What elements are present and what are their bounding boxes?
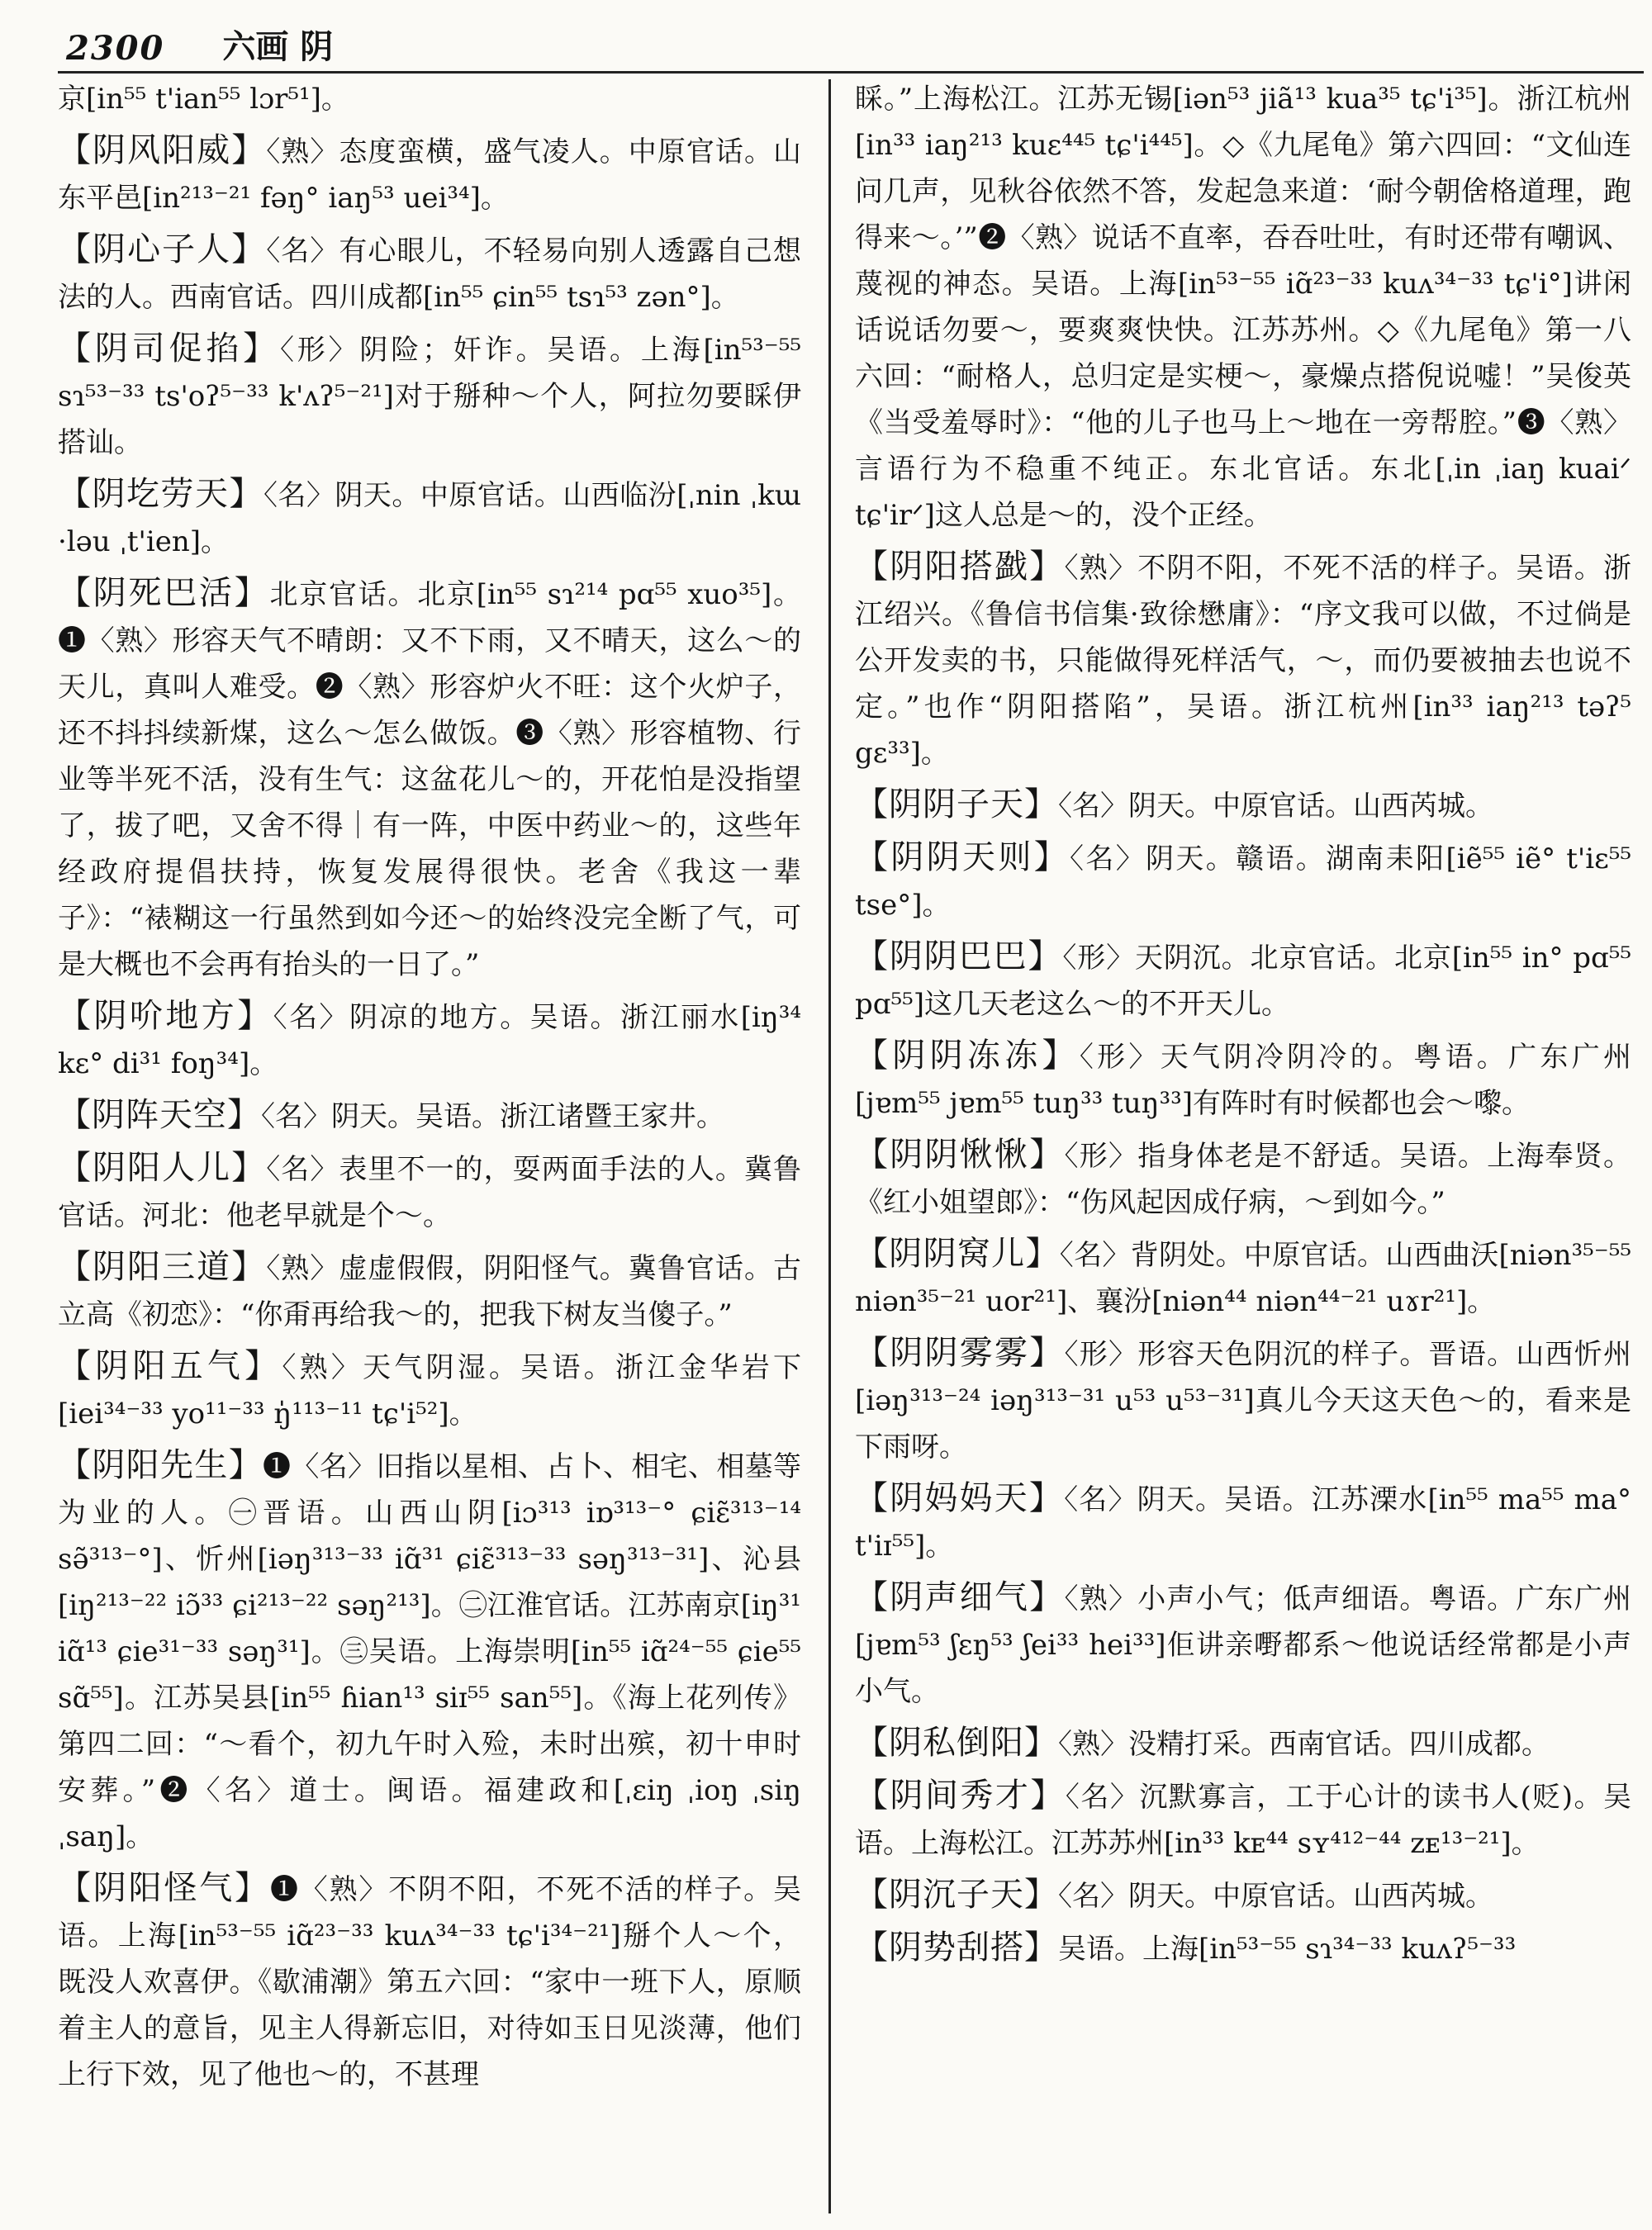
entry-headword: 【 阴妈妈天 】 bbox=[855, 1479, 1064, 1517]
dictionary-entry bbox=[855, 1872, 1631, 1919]
page-number: 2300 bbox=[66, 29, 165, 68]
entry-headword: 【 阴阴巴巴 】 bbox=[855, 937, 1062, 975]
entry-headword: 【 阴势刮搭 】 bbox=[855, 1929, 1058, 1967]
dictionary-entry bbox=[855, 1330, 1631, 1470]
dictionary-entry bbox=[58, 1865, 801, 2098]
entry-headword: 【 阴阳人儿 】 bbox=[58, 1149, 266, 1187]
entry-headword: 【 阴阴子天 】 bbox=[855, 785, 1058, 823]
entry-definition: 〈名〉阴凉的地方。吴语。浙江丽水[iŋ³⁴ kɛ° di³¹ foŋ³⁴]。 bbox=[58, 1001, 801, 1080]
dictionary-entry bbox=[855, 933, 1631, 1027]
entry-definition: 〈名〉阴天。中原官话。山西临汾[ˌnin ˌkɯ ·ləu ˌt'ien]。 bbox=[58, 479, 801, 558]
entry-headword: 【 阴阴天则 】 bbox=[855, 838, 1070, 876]
dictionary-entry bbox=[855, 1772, 1631, 1867]
page-header bbox=[66, 15, 1635, 68]
entry-headword: 【 阴沉子天 】 bbox=[855, 1876, 1058, 1914]
entry-headword: 【 阴阳先生 】 bbox=[58, 1446, 263, 1484]
left-column bbox=[58, 76, 801, 2222]
entry-definition: 〈熟〉小声小气；低声细语。粤语。广东广州[jɐm⁵³ ʃɛŋ⁵³ ʃei³³ hei³³]佢讲亲嘢都系～他说话经常都是小声小气。 bbox=[855, 1582, 1631, 1708]
entry-headword: 【 阴阴冻冻 】 bbox=[855, 1037, 1080, 1075]
dictionary-entry bbox=[58, 226, 801, 320]
entry-definition: 〈形〉天气阴冷阴冷的。粤语。广东广州[jɐm⁵⁵ jɐm⁵⁵ tuŋ³³ tuŋ³³]有阵时有时候都也会～嚟。 bbox=[855, 1041, 1631, 1120]
entry-headword: 【 阴声细气 】 bbox=[855, 1578, 1064, 1616]
entry-definition: ❶〈名〉旧指以星相、占卜、相宅、相墓等为业的人。㊀晋语。山西山阴[iɔ³¹³ iɒ³¹³⁻° ɕiɛ̃³¹³⁻¹⁴ sə̃³¹³⁻°]、忻州[iəŋ³¹³⁻³³ iɑ̃³¹ ɕiɛ̃³¹³⁻³³ səŋ³¹³⁻³¹]、沁县[iŋ²¹³⁻²² iɔ̃³³ ɕi²¹³⁻²² səŋ²¹³]。㊁江淮官话。江苏南京[iŋ³¹ iɑ̃¹³ ɕie³¹⁻³³ səŋ³¹]。㊂吴语。上海崇明[in⁵⁵ iɑ̃²⁴⁻⁵⁵ ɕie⁵⁵ sɑ̃⁵⁵]。江苏吴县[in⁵⁵ ɦian¹³ siɪ⁵⁵ san⁵⁵]。《海上花列传》第四二回：“～看个，初九午时入殓，未时出殡，初十申时安葬。”❷〈名〉道士。闽语。福建政和[ˌɛiŋ ˌioŋ ˌsiŋ ˌsaŋ]。 bbox=[58, 1450, 801, 1853]
entry-definition: 〈名〉阴天。吴语。浙江诸暨王家井。 bbox=[261, 1100, 724, 1133]
entry-headword: 【 阴死巴活 】 bbox=[58, 574, 270, 612]
header-rule bbox=[58, 71, 1644, 74]
entry-headword: 【 阴阴愀愀 】 bbox=[855, 1136, 1064, 1174]
entry-definition: 吴语。上海[in⁵³⁻⁵⁵ sɿ³⁴⁻³³ kuʌʔ⁵⁻³³ bbox=[1058, 1933, 1517, 1966]
entry-definition: 〈名〉阴天。吴语。江苏溧水[in⁵⁵ ma⁵⁵ ma° t'iɪ⁵⁵]。 bbox=[855, 1483, 1631, 1563]
entry-headword: 【 阴阴雾雾 】 bbox=[855, 1334, 1064, 1372]
entry-headword: 【 阴司促掐 】 bbox=[58, 330, 280, 368]
entry-definition: 〈熟〉虚虚假假，阴阳怪气。冀鲁官话。古立高《初恋》：“你甭再给我～的，把我下树友当傻子。” bbox=[58, 1252, 801, 1331]
right-column bbox=[855, 76, 1631, 2222]
entry-definition: 〈形〉形容天色阴沉的样子。晋语。山西忻州[iəŋ³¹³⁻²⁴ iəŋ³¹³⁻³¹ u⁵³ u⁵³⁻³¹]真儿今天这天色～的，看来是下雨呀。 bbox=[855, 1338, 1631, 1464]
dictionary-entry bbox=[58, 1145, 801, 1239]
entry-definition: 〈熟〉没精打采。西南官话。四川成都。 bbox=[1058, 1728, 1550, 1761]
running-head: 六画 阴 bbox=[222, 27, 334, 66]
dictionary-entry bbox=[58, 993, 801, 1087]
entry-headword: 【 阴阵天空 】 bbox=[58, 1096, 261, 1134]
entry-definition: 〈形〉阴险；奸诈。吴语。上海[in⁵³⁻⁵⁵ sɿ⁵³⁻³³ ts'oʔ⁵⁻³³ k'ʌʔ⁵⁻²¹]对于掰种～个人，阿拉勿要睬伊搭讪。 bbox=[58, 334, 801, 459]
dictionary-entry bbox=[855, 543, 1631, 776]
dictionary-entry bbox=[855, 1231, 1631, 1325]
entry-headword: 【 阴阳五气 】 bbox=[58, 1347, 282, 1385]
entry-definition: 〈形〉指身体老是不舒适。吴语。上海奉贤。《红小姐望郎》：“伤风起因成仔病，～到如今。” bbox=[855, 1140, 1631, 1219]
entry-headword: 【 阴私倒阳 】 bbox=[855, 1724, 1058, 1762]
entry-definition: 〈名〉阴天。中原官话。山西芮城。 bbox=[1058, 790, 1493, 823]
entry-definition: 〈名〉阴天。赣语。湖南耒阳[iẽ⁵⁵ iẽ° t'iɛ⁵⁵ tse°]。 bbox=[855, 842, 1631, 922]
dictionary-entry bbox=[58, 1092, 801, 1140]
dictionary-entry bbox=[58, 127, 801, 221]
dictionary-entry bbox=[58, 325, 801, 466]
dictionary-entry bbox=[855, 1475, 1631, 1569]
entry-definition: ❶〈熟〉不阴不阳，不死不活的样子。吴语。上海[in⁵³⁻⁵⁵ iɑ̃²³⁻³³ kuʌ³⁴⁻³³ tɕ'i³⁴⁻²¹]掰个人～个，既没人欢喜伊。《歇浦潮》第五六回：“家中一班下人，原顺着主人的意旨，见主人得新忘旧，对待如玉日见淡薄，他们上行下效，见了他也～的，不甚理 bbox=[58, 1873, 801, 2091]
dictionary-entry bbox=[58, 76, 801, 122]
dictionary-entry bbox=[58, 570, 801, 988]
entry-headword: 【 阴阳搭戤 】 bbox=[855, 548, 1064, 586]
entry-definition: 〈形〉天阴沉。北京官话。北京[in⁵⁵ in° pɑ⁵⁵ pɑ⁵⁵]这几天老这么～的不开天儿。 bbox=[855, 942, 1631, 1021]
entry-headword: 【 阴阳三道 】 bbox=[58, 1248, 266, 1286]
entry-headword: 【 阴风阳威 】 bbox=[58, 131, 266, 169]
dictionary-entry bbox=[855, 781, 1631, 829]
dictionary-entry bbox=[855, 1574, 1631, 1715]
entry-definition: 〈熟〉不阴不阳，不死不活的样子。吴语。浙江绍兴。《鲁信书信集·致徐懋庸》：“序文我可以做，不过倘是公开发卖的书，只能做得死样活气，～，而仍要被抽去也说不定。”也作“阴阳搭陷”，吴语。浙江杭州[in³³ iaŋ²¹³ təʔ⁵ gɛ³³]。 bbox=[855, 552, 1631, 770]
dictionary-entry bbox=[58, 1343, 801, 1437]
entry-definition: 北京官话。北京[in⁵⁵ sɿ²¹⁴ pɑ⁵⁵ xuo³⁵]。❶〈熟〉形容天气不晴朗：又不下雨，又不晴天，这么～的天儿，真叫人难受。❷〈熟〉形容炉火不旺：这个火炉子，还不抖抖续新煤，这么～怎么做饭。❸〈熟〉形容植物、行业等半死不活，没有生气：这盆花儿～的，开花怕是没指望了，拔了吧，又舍不得｜有一阵，中医中药业～的，这些年经政府提倡扶持，恢复发展得很快。老舍《我这一辈子》：“裱糊这一行虽然到如今还～的始终没完全断了气，可是大概也不会再有抬头的一日了。” bbox=[58, 578, 801, 981]
dictionary-entry bbox=[58, 1244, 801, 1338]
dictionary-entry bbox=[855, 1032, 1631, 1127]
entry-definition: 〈名〉阴天。中原官话。山西芮城。 bbox=[1058, 1880, 1493, 1913]
entry-headword: 【 阴圪劳天 】 bbox=[58, 475, 263, 513]
entry-definition: 〈熟〉态度蛮横，盛气凌人。中原官话。山东平邑[in²¹³⁻²¹ fəŋ° iaŋ⁵³ uei³⁴]。 bbox=[58, 135, 801, 215]
dictionary-entry bbox=[58, 471, 801, 565]
entry-definition: 〈名〉表里不一的，耍两面手法的人。冀鲁官话。河北：他老早就是个～。 bbox=[58, 1153, 801, 1232]
dictionary-entry bbox=[855, 76, 1631, 539]
entry-definition: 睬。”上海松江。江苏无锡[iən⁵³ jiã¹³ kua³⁵ tɕ'i³⁵]。浙江杭州[in³³ iaŋ²¹³ kuɛ⁴⁴⁵ tɕ'i⁴⁴⁵]。◇《九尾龟》第六四回：“文仙连问几声，见秋谷依然不答，发起急来道：‘耐今朝倽格道理，跑得来～。’”❷〈熟〉说话不直率，吞吞吐吐，有时还带有嘲讽、蔑视的神态。吴语。上海[in⁵³⁻⁵⁵ iɑ̃²³⁻³³ kuʌ³⁴⁻³³ tɕ'i°]讲闲话说话勿要～，要爽爽快快。江苏苏州。◇《九尾龟》第一八六回：“耐格人，总归定是实梗～，豪燥点搭倪说嘘！”吴俊英《当受羞辱时》：“他的儿子也马上～地在一旁帮腔。”❸〈熟〉言语行为不稳重不纯正。东北官话。东北[ˌin ˌiaŋ kuaiᐟ tɕ'irᐟ]这人总是～的，没个正经。 bbox=[855, 83, 1631, 532]
entry-headword: 【 阴心子人 】 bbox=[58, 230, 266, 268]
entry-definition: 〈名〉沉默寡言，工于心计的读书人(贬)。吴语。上海松江。江苏苏州[in³³ kᴇ⁴⁴ sʏ⁴¹²⁻⁴⁴ zᴇ¹³⁻²¹]。 bbox=[855, 1781, 1631, 1860]
dictionary-entry bbox=[855, 1720, 1631, 1767]
column-divider bbox=[828, 79, 831, 2213]
entry-headword: 【 阴间秀才 】 bbox=[855, 1777, 1066, 1815]
dictionary-entry bbox=[58, 1442, 801, 1860]
entry-definition: 京[in⁵⁵ t'ian⁵⁵ lɔr⁵¹]。 bbox=[58, 83, 349, 116]
dictionary-entry bbox=[855, 1924, 1631, 1972]
entry-headword: 【 阴吤地方 】 bbox=[58, 997, 273, 1035]
entry-headword: 【 阴阴窝儿 】 bbox=[855, 1235, 1060, 1273]
entry-headword: 【 阴阳怪气 】 bbox=[58, 1869, 270, 1907]
entry-definition: 〈名〉背阴处。中原官话。山西曲沃[niən³⁵⁻⁵⁵ niən³⁵⁻²¹ uor²¹]、襄汾[niən⁴⁴ niən⁴⁴⁻²¹ uɤr²¹]。 bbox=[855, 1239, 1631, 1318]
dictionary-entry bbox=[855, 1132, 1631, 1226]
dictionary-entry bbox=[855, 834, 1631, 928]
entry-definition: 〈熟〉天气阴湿。吴语。浙江金华岩下[iei³⁴⁻³³ yo¹¹⁻³³ ŋ̍¹¹³⁻¹¹ tɕ'i⁵²]。 bbox=[58, 1351, 801, 1431]
entry-definition: 〈名〉有心眼儿，不轻易向别人透露自己想法的人。西南官话。四川成都[in⁵⁵ ɕin⁵⁵ tsɿ⁵³ zən°]。 bbox=[58, 235, 801, 314]
